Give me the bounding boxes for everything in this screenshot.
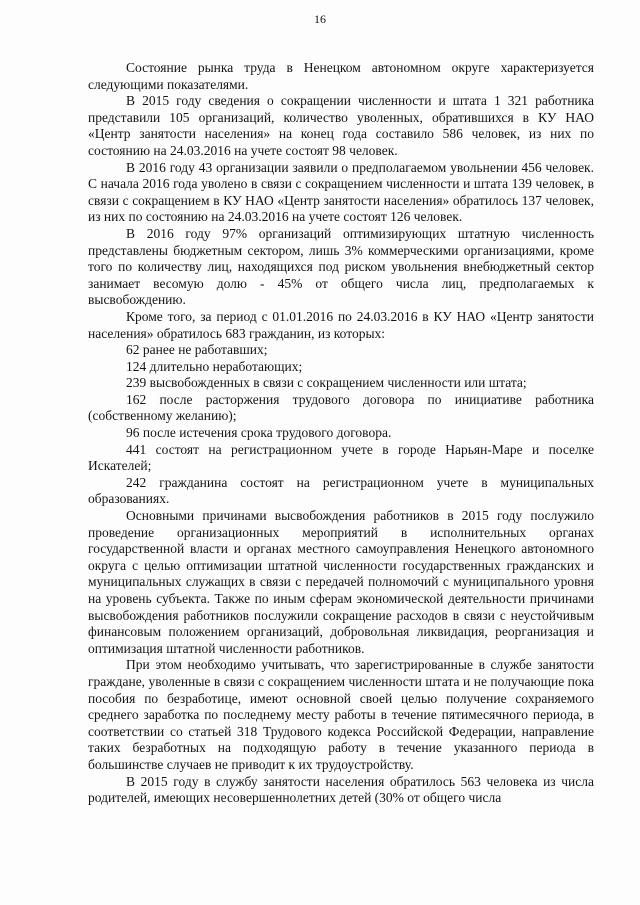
paragraph: В 2015 году в службу занятости населения обратилось 563 человека из числа родителей, имеющих несовершеннолетних детей (30% от общего числа bbox=[88, 773, 594, 806]
paragraph: Состояние рынка труда в Ненецком автономном округе характеризуется следующими показателями. bbox=[88, 60, 594, 92]
paragraph: Основными причинами высвобождения работников в 2015 году послужило проведение организационных мероприятий в исполнительных органах государственной власти и органах местного самоуправления Ненецкого автономного округа с целью оптимизации штатной численности государственных гражданских и муниципальных служащих в связи с передачей полномочий с муниципального уровня на уровень субъекта. Также по иным сферам экономической деятельности причинами высвобождения работников послужили сокращение расходов в связи с неустойчивым финансовым положением организаций, добровольная ликвидация, реорганизация и оптимизация штатной численности работников. bbox=[88, 508, 594, 656]
paragraph: В 2016 году 43 организации заявили о предполагаемом увольнении 456 человек. С начала 2016 года уволено в связи с сокращением численности и штата 139 человек, в связи с сокращением в КУ НАО «Центр занятости населения» обратилось 137 человек, из них по состоянию на 24.03.2016 на учете состоят 126 человек. bbox=[88, 159, 594, 225]
paragraph: При этом необходимо учитывать, что зарегистрированные в службе занятости граждане, уволенные в связи с сокращением численности штата и не получающие пока пособия по безработице, имеют основной своей целью получение сохраняемого среднего заработка по последнему месту работы в течение пятимесячного периода, в соответствии со статьей 318 Трудового кодекса Российской Федерации, направление таких безработных на подходящую работу в течение указанного периода в большинстве случаев не приводит к их трудоустройству. bbox=[88, 657, 594, 772]
list-item: 62 ранее не работавших; bbox=[126, 342, 268, 358]
page-number: 16 bbox=[314, 12, 326, 26]
list-item: 162 после расторжения трудового договора по инициативе работника (собственному желанию); bbox=[88, 391, 594, 424]
list-item: 96 после истечения срока трудового договора. bbox=[126, 425, 392, 441]
paragraph: Кроме того, за период с 01.01.2016 по 24.03.2016 в КУ НАО «Центр занятости населения» обратилось 683 гражданин, из которых: bbox=[88, 308, 594, 341]
list-item: 239 высвобожденных в связи с сокращением численности или штата; bbox=[126, 375, 527, 391]
list-item: 242 гражданина состоят на регистрационном учете в муниципальных образованиях. bbox=[88, 474, 594, 507]
list-item: 441 состоят на регистрационном учете в городе Нарьян-Маре и поселке Искателей; bbox=[88, 441, 594, 474]
paragraph: В 2015 году сведения о сокращении численности и штата 1 321 работника представили 105 организаций, количество уволенных, обратившихся в КУ НАО «Центр занятости населения» на конец года составило 586 человек, из них по состоянию на 24.03.2016 на учете состоят 98 человек. bbox=[88, 93, 594, 158]
paragraph: В 2016 году 97% организаций оптимизирующих штатную численность представлены бюджетным сектором, лишь 3% коммерческими организациями, кроме того по количеству лиц, находящихся под риском увольнения внебюджетный сектор занимает весомую долю - 45% от общего числа лиц, предполагаемых к высвобождению. bbox=[88, 225, 594, 308]
list-item: 124 длительно неработающих; bbox=[126, 358, 303, 374]
document-body bbox=[88, 60, 594, 807]
